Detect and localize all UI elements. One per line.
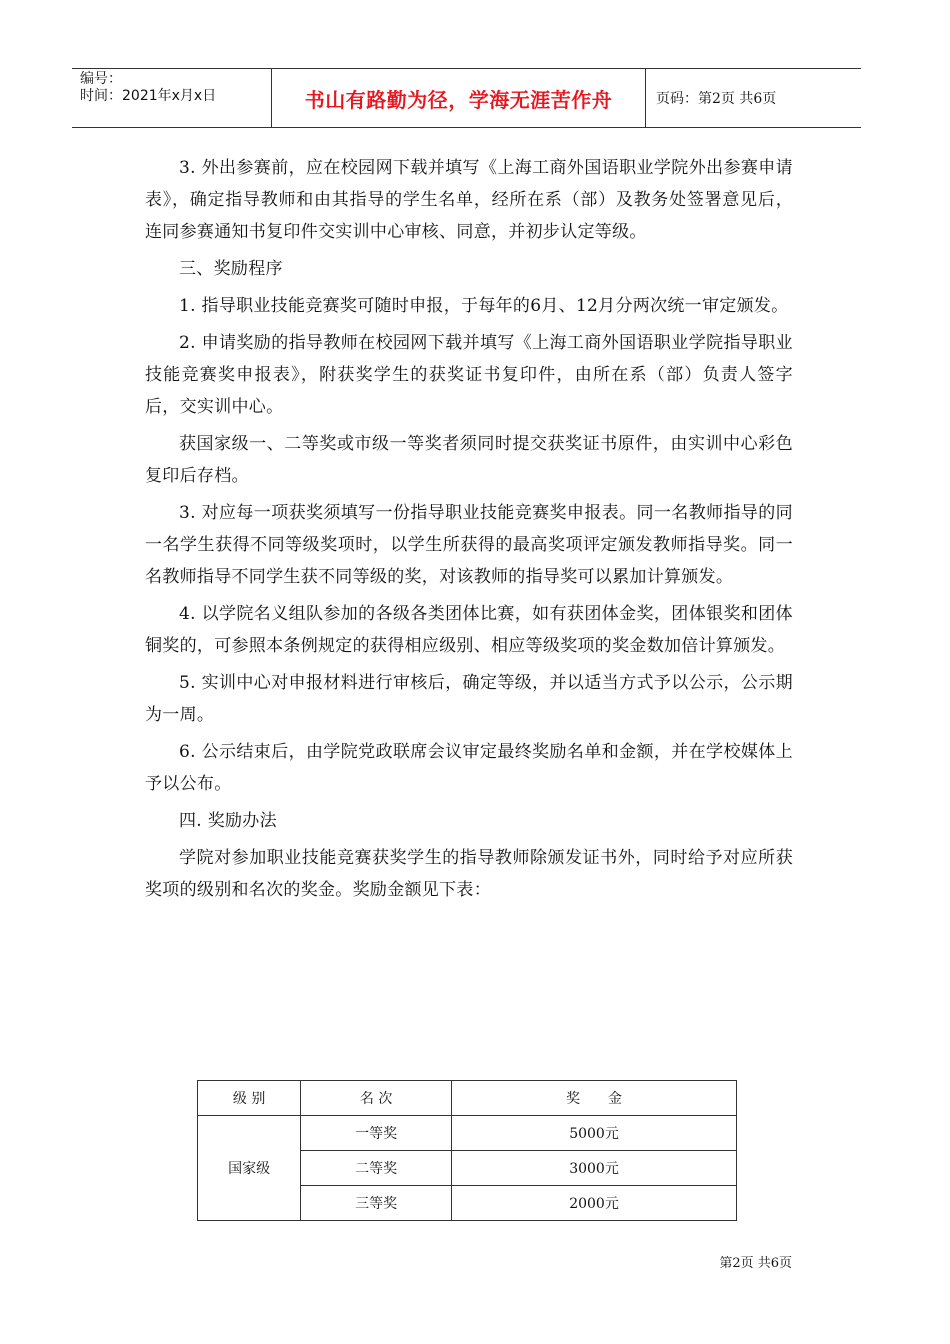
paragraph: 2. 申请奖励的指导教师在校园网下载并填写《上海工商外国语职业学院指导职业技能竞赛奖申报表》，附获奖学生的获奖证书复印件，由所在系（部）负责人签字后，交实训中心。: [145, 333, 793, 417]
level-cell: 国家级: [198, 1116, 301, 1221]
page-footer: 第2页 共6页: [719, 1256, 792, 1271]
award-table: [197, 1080, 737, 1221]
paragraph: 3. 对应每一项获奖须填写一份指导职业技能竞赛奖申报表。同一名教师指导的同一名学生获得不同等级奖项时，以学生所获得的最高奖项评定颁发教师指导奖。同一名教师指导不同学生获不同等级的奖，对该教师的指导奖可以累加计算颁发。: [145, 503, 793, 587]
header-page-info: 页码：第2页 共6页: [656, 91, 777, 107]
table-row: [198, 1116, 737, 1151]
paragraph: 4. 以学院名义组队参加的各级各类团体比赛，如有获团体金奖，团体银奖和团体铜奖的，可参照本条例规定的获得相应级别、相应等级奖项的奖金数加倍计算颁发。: [145, 604, 793, 656]
paragraph: 获国家级一、二等奖或市级一等奖者须同时提交获奖证书原件，由实训中心彩色复印后存档。: [145, 434, 793, 486]
amount-cell: 5000元: [452, 1116, 737, 1151]
column-header-rank: 名 次: [301, 1081, 452, 1116]
paragraph: 6. 公示结束后，由学院党政联席会议审定最终奖励名单和金额，并在学校媒体上予以公布。: [145, 742, 793, 794]
section-heading: 三、奖励程序: [179, 259, 283, 279]
document-body: [145, 152, 793, 911]
rank-cell: 一等奖: [301, 1116, 452, 1151]
column-header-level: 级 别: [198, 1081, 301, 1116]
column-header-amount: 奖 金: [452, 1081, 737, 1116]
header-motto: 书山有路勤为径，学海无涯苦作舟: [272, 69, 646, 127]
rank-cell: 二等奖: [301, 1151, 452, 1186]
paragraph: 3. 外出参赛前，应在校园网下载并填写《上海工商外国语职业学院外出参赛申请表》，确定指导教师和由其指导的学生名单，经所在系（部）及教务处签署意见后，连同参赛通知书复印件交实训中心审核、同意，并初步认定等级。: [145, 158, 793, 242]
section-heading: 四. 奖励办法: [179, 811, 277, 831]
amount-cell: 2000元: [452, 1186, 737, 1221]
amount-cell: 3000元: [452, 1151, 737, 1186]
table-header-row: [198, 1081, 737, 1116]
paragraph: 1. 指导职业技能竞赛奖可随时申报，于每年的6月、12月分两次统一审定颁发。: [179, 296, 789, 316]
paragraph: 5. 实训中心对申报材料进行审核后，确定等级，并以适当方式予以公示，公示期为一周。: [145, 673, 793, 725]
paragraph: 学院对参加职业技能竞赛获奖学生的指导教师除颁发证书外，同时给予对应所获奖项的级别和名次的奖金。奖励金额见下表：: [145, 848, 793, 900]
rank-cell: 三等奖: [301, 1186, 452, 1221]
page-header: [72, 68, 861, 128]
date-label: 时间：2021年x月x日: [80, 88, 217, 104]
header-meta: [72, 69, 272, 127]
serial-number-label: 编号：: [80, 71, 122, 87]
